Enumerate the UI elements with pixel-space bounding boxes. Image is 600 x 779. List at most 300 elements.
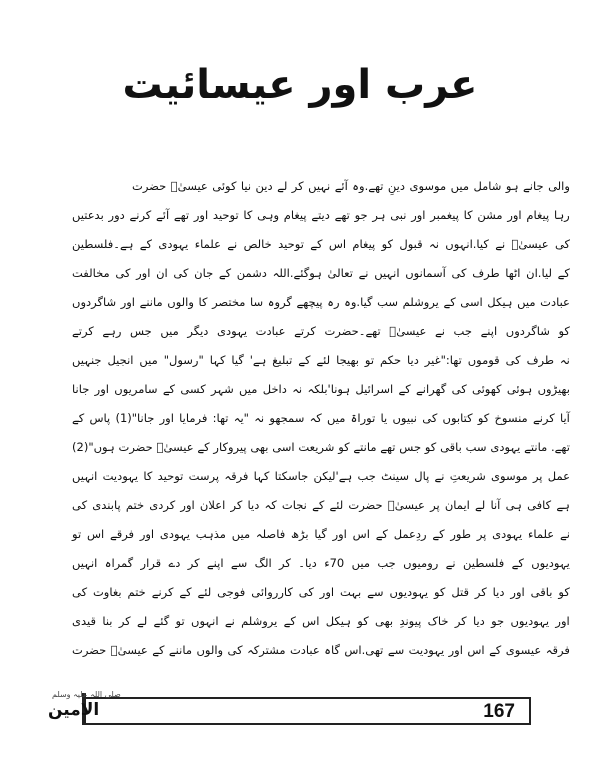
word: کر (291, 179, 304, 193)
word: کے (139, 237, 152, 251)
word: انجیل (107, 353, 134, 367)
word: ایمان (444, 498, 470, 512)
word: پیغام (526, 208, 550, 222)
word: مذہب (195, 527, 226, 541)
word: بھی (250, 440, 269, 454)
word: 70ء (324, 556, 345, 570)
word: اور (411, 208, 426, 222)
word: دیا (247, 498, 260, 512)
page-number: 167 (483, 701, 515, 722)
word: ماننے (168, 643, 192, 657)
word: رہا (553, 208, 570, 222)
word: شہر (210, 382, 234, 396)
word: تو (364, 353, 375, 367)
word: کر (118, 614, 131, 628)
word: اور (319, 585, 335, 599)
word: کے (179, 585, 192, 599)
word: پیروکار (213, 440, 247, 454)
word: کہ (309, 411, 322, 425)
word: اور (448, 643, 463, 657)
word: منسوخ (494, 411, 528, 425)
word: جب (453, 324, 472, 338)
word: پر (532, 469, 543, 483)
word: علماء (527, 527, 555, 541)
word: موسوی (491, 469, 528, 483)
word: نہ (428, 237, 439, 251)
word: جو (491, 614, 505, 628)
word: نے (227, 237, 238, 251)
word: میں (139, 353, 158, 367)
word: پیچھے (296, 295, 323, 309)
word: بنا (102, 614, 113, 628)
word: بھیڑوں (537, 382, 570, 396)
word: توحید (157, 469, 184, 483)
word: موسوی (409, 179, 447, 193)
word: سا (250, 295, 264, 309)
word: اور (180, 498, 195, 512)
word: لے (136, 614, 148, 628)
word: دیا (472, 614, 485, 628)
text-line (72, 288, 570, 317)
word: کے (312, 498, 325, 512)
word: تو (72, 527, 82, 541)
word: نبی (390, 208, 407, 222)
text-line (72, 491, 570, 520)
word: لئے (316, 353, 331, 367)
word: مانتے (524, 440, 548, 454)
word: کے (298, 353, 311, 367)
word: کو (338, 440, 350, 454)
word: وہی (257, 208, 280, 222)
word: بھیجا (336, 353, 359, 367)
word: فلسطین (463, 556, 505, 570)
word: تھے۔حضرت (324, 324, 381, 338)
word: دیگر (187, 324, 209, 338)
word: آئے (156, 208, 170, 222)
word: دینِ (387, 179, 405, 193)
word: جس (130, 324, 152, 338)
word: بغاوت (92, 585, 122, 599)
text-line (72, 549, 570, 578)
word: دیا۔ (298, 556, 317, 570)
word: ردِعمل (393, 527, 427, 541)
word: نے (434, 469, 445, 483)
word: مخالفت (72, 266, 110, 280)
word: نے (434, 324, 445, 338)
word: والوں (196, 643, 224, 657)
word: ہوئی (506, 382, 533, 396)
word: جب (357, 469, 376, 483)
word: کی (227, 643, 243, 657)
word: مختصر (212, 295, 246, 309)
word: کو (477, 411, 490, 425)
word: یروشلم (241, 614, 278, 628)
word: نہ (254, 411, 265, 425)
word: یہودیوں (389, 585, 429, 599)
word: فرقے (109, 527, 135, 541)
word: کی (422, 411, 438, 425)
word: دیا (407, 353, 419, 367)
word: قوموں (467, 353, 500, 367)
word: عیسیٰؑ (387, 498, 425, 512)
word: کی (451, 266, 467, 280)
word: کے (310, 237, 323, 251)
text-line (72, 375, 570, 404)
word: فاصلہ (255, 527, 286, 541)
word: مشن (477, 208, 503, 222)
word: کارروائی (251, 585, 293, 599)
word: کے (398, 382, 411, 396)
word: تھی.اس (344, 643, 384, 657)
word: کے (432, 527, 445, 541)
word: لے (277, 179, 288, 193)
word: اعلان (199, 498, 226, 512)
publication-logo: الامین (48, 700, 100, 720)
word: الگ (254, 556, 272, 570)
word: لیا.ان (526, 266, 552, 280)
word: فوجی (217, 585, 246, 599)
word: مانتے (353, 440, 377, 454)
word: ختم (125, 498, 145, 512)
word: پرست (188, 469, 220, 483)
word: تھا: (212, 411, 229, 425)
word: اور (193, 208, 209, 222)
word: کو (558, 324, 570, 338)
word: پابندی (92, 498, 121, 512)
word: گمراہ (104, 556, 134, 570)
word: میں (231, 527, 251, 541)
word: طور (450, 527, 472, 541)
word: انہیں (72, 469, 98, 483)
word: کرنے (151, 585, 174, 599)
word: عیسیٰؑ (170, 179, 208, 193)
word: خاک (427, 614, 449, 628)
word: کر (474, 585, 487, 599)
word: فرقہ (545, 643, 570, 657)
word: کرنے (129, 208, 152, 222)
word: جاسکتا (274, 469, 309, 483)
word: میں (450, 179, 469, 193)
word: یہودی (492, 527, 523, 541)
word: کو (424, 440, 437, 454)
word: کہا (209, 353, 226, 367)
word: عیسیٰؑ (156, 440, 194, 454)
word: کافی (527, 498, 552, 512)
word: گیا (314, 527, 327, 541)
word: کی (115, 266, 131, 280)
word: اس (302, 614, 320, 628)
word: دور (108, 208, 125, 222)
word: انہیں (374, 266, 400, 280)
word: اور (332, 527, 347, 541)
word: فرقہ (224, 469, 249, 483)
text-line (72, 462, 570, 491)
word: نبیوں (392, 411, 417, 425)
word: پیغام (283, 208, 307, 222)
word: ہے۔فلسطین (72, 237, 134, 251)
word: کی (451, 382, 467, 396)
word: اور (555, 614, 570, 628)
word: اپنے (206, 556, 224, 570)
word: کے (197, 440, 210, 454)
word: قیدی (72, 614, 97, 628)
word: حضرت (132, 179, 167, 193)
word: باقی (440, 440, 462, 454)
word: ہے' (249, 353, 267, 367)
word: ہے'لیکن (313, 469, 353, 483)
word: سینٹ (381, 469, 409, 483)
word: ماننے (139, 295, 163, 309)
word: جانا"(1) (115, 411, 155, 425)
word: کو (381, 237, 393, 251)
word: باقی (530, 585, 553, 599)
text-line (72, 636, 570, 665)
word: دے (168, 556, 181, 570)
word: لے (475, 498, 486, 512)
word: کا (463, 208, 473, 222)
word: فرمایا (179, 411, 208, 425)
word: آسمانوں (405, 266, 446, 280)
text-line (72, 346, 570, 375)
word: کا (143, 469, 153, 483)
body-text (72, 172, 570, 665)
word: تو (175, 614, 185, 628)
word: اور (510, 585, 525, 599)
word: یہودی (217, 324, 248, 338)
word: طرف (526, 353, 554, 367)
word: جو (354, 208, 368, 222)
word: اسی (272, 440, 295, 454)
word: عیسیٰؑ (511, 237, 549, 251)
word: ہونا'بلکہ (307, 382, 351, 396)
word: میں (351, 556, 371, 570)
text-line (132, 172, 570, 201)
word: لئے (197, 585, 212, 599)
word: کی (554, 237, 570, 251)
word: کے (375, 527, 388, 541)
word: کیا.انہوں (445, 237, 489, 251)
word: تھے (380, 440, 396, 454)
word: ہیکل (487, 295, 513, 309)
word: والوں (167, 295, 194, 309)
word: عمل (547, 469, 570, 483)
word: کے (72, 411, 85, 425)
word: نہ (559, 353, 570, 367)
word: پاس (89, 411, 111, 425)
word: رومیوں (403, 556, 439, 570)
word: پر (476, 527, 487, 541)
word: جان (194, 266, 214, 280)
word: عیسوی (505, 643, 542, 657)
word: کے (283, 614, 296, 628)
word: حکم (379, 353, 402, 367)
word: سب (465, 440, 487, 454)
word: نے (495, 237, 506, 251)
word: اور (94, 382, 109, 396)
word: انہیں (72, 556, 98, 570)
word: اور (159, 411, 174, 425)
word: یہودیت (408, 643, 445, 657)
word: پیغام (352, 237, 376, 251)
word: کے (162, 382, 176, 396)
word: عیسیٰؑ (110, 643, 148, 657)
word: دیا (492, 585, 505, 599)
word: تھے (334, 208, 350, 222)
word: کو (558, 585, 570, 599)
word: توحید (212, 208, 239, 222)
word: میں (517, 295, 536, 309)
word: اور (139, 527, 155, 541)
word: خالص (243, 237, 272, 251)
word: عیسیٰؑ (389, 324, 427, 338)
word: قرار (140, 556, 162, 570)
word: یہودی (490, 440, 521, 454)
word: کو (433, 585, 446, 599)
logo-calligraphy: صلی اللہ علیہ وسلم (52, 690, 121, 699)
word: اٹھا (505, 266, 521, 280)
word: بہت (340, 585, 362, 599)
word: یہودیوں (510, 614, 550, 628)
word: نے (224, 614, 235, 628)
word: سب (377, 295, 399, 309)
word: شریعتِ (449, 469, 486, 483)
text-line (72, 259, 570, 288)
word: ہیکل (325, 614, 351, 628)
word: یہودیوں (531, 556, 570, 570)
word: کی (298, 585, 314, 599)
word: دشمن (236, 266, 267, 280)
word: پیغمبر (430, 208, 459, 222)
word: میں (327, 411, 346, 425)
text-line (72, 607, 570, 636)
word: "رسول" (163, 353, 204, 367)
word: اپنے (480, 324, 498, 338)
word: کی (72, 585, 88, 599)
text-line (72, 578, 570, 607)
word: نجات (281, 498, 307, 512)
word: دیتے (311, 208, 330, 222)
word: کہا (253, 469, 270, 483)
word: والی (548, 179, 570, 193)
word: ہے (556, 498, 570, 512)
word: حضرت (118, 440, 153, 454)
word: کر (187, 556, 200, 570)
word: گیا.وہ (344, 295, 373, 309)
word: کے (557, 266, 570, 280)
word: بھی (375, 614, 394, 628)
word: کے (152, 643, 165, 657)
word: ختم (127, 585, 146, 599)
footer-box (83, 697, 531, 725)
word: رہ (327, 295, 340, 309)
word: سے (367, 585, 384, 599)
word: جانا (72, 382, 90, 396)
word: حضرت (72, 643, 107, 657)
word: شاگردوں (72, 295, 117, 309)
word: عبادت (289, 643, 320, 657)
word: کے (489, 643, 502, 657)
word: دین (255, 179, 273, 193)
word: نہیں (308, 179, 331, 193)
word: سے (230, 556, 248, 570)
word: ہوگئے.اللہ (272, 266, 322, 280)
word: اور (120, 295, 135, 309)
word: تھے (173, 208, 190, 222)
word: نہ (292, 382, 303, 396)
word: نے (559, 527, 570, 541)
word: عبادت (540, 295, 570, 309)
word: میں (239, 382, 258, 396)
word: رہے (102, 324, 122, 338)
word: گاہ (324, 643, 340, 657)
word: نے (358, 266, 369, 280)
word: کتابوں (442, 411, 473, 425)
word: اس (328, 237, 347, 251)
word: کی (173, 266, 189, 280)
word: انہوں (191, 614, 219, 628)
word: کے (218, 266, 232, 280)
word: کا (198, 295, 208, 309)
word: پیوندِ (399, 614, 422, 628)
word: حضرت (348, 498, 383, 512)
word: تھے. (551, 440, 570, 454)
word: قبول (399, 237, 423, 251)
word: ان (156, 266, 168, 280)
word: تبلیغ (272, 353, 293, 367)
word: کے (511, 556, 524, 570)
word: میں (160, 324, 179, 338)
word: گروہ (267, 295, 292, 309)
word: نیا (240, 179, 252, 193)
text-line (72, 317, 570, 346)
word: کے (443, 295, 456, 309)
word: قتل (451, 585, 469, 599)
word: کر (454, 614, 467, 628)
word: شاگردوں (505, 324, 550, 338)
word: ہر (372, 208, 386, 222)
word: یہودیت (102, 469, 139, 483)
word: کرتے (294, 324, 316, 338)
word: لئے (329, 498, 344, 512)
word: پال (414, 469, 430, 483)
word: علماء (194, 237, 221, 251)
word: کرنے (532, 411, 555, 425)
word: توحید (278, 237, 304, 251)
word: یہودی (158, 237, 189, 251)
word: آیا (559, 411, 570, 425)
word: ہو (505, 179, 519, 193)
word: اور (136, 266, 151, 280)
word: جب (377, 556, 396, 570)
word: آئے (334, 179, 348, 193)
word: پر (430, 498, 440, 512)
word: بدعتیں (72, 208, 104, 222)
word: یہودی (159, 527, 190, 541)
word: تعالیٰ (327, 266, 353, 280)
word: اسرائیل (355, 382, 394, 396)
word: کر (230, 498, 243, 512)
word: گھرانے (416, 382, 447, 396)
word: تھے.وہ (352, 179, 384, 193)
word: "یہ (233, 411, 249, 425)
text-line (72, 433, 570, 462)
word: جنہیں (72, 353, 102, 367)
word: توراۃ (350, 411, 376, 425)
word: کی (72, 498, 88, 512)
text-line (72, 230, 570, 259)
word: کوئی (212, 179, 237, 193)
word: کردی (149, 498, 176, 512)
